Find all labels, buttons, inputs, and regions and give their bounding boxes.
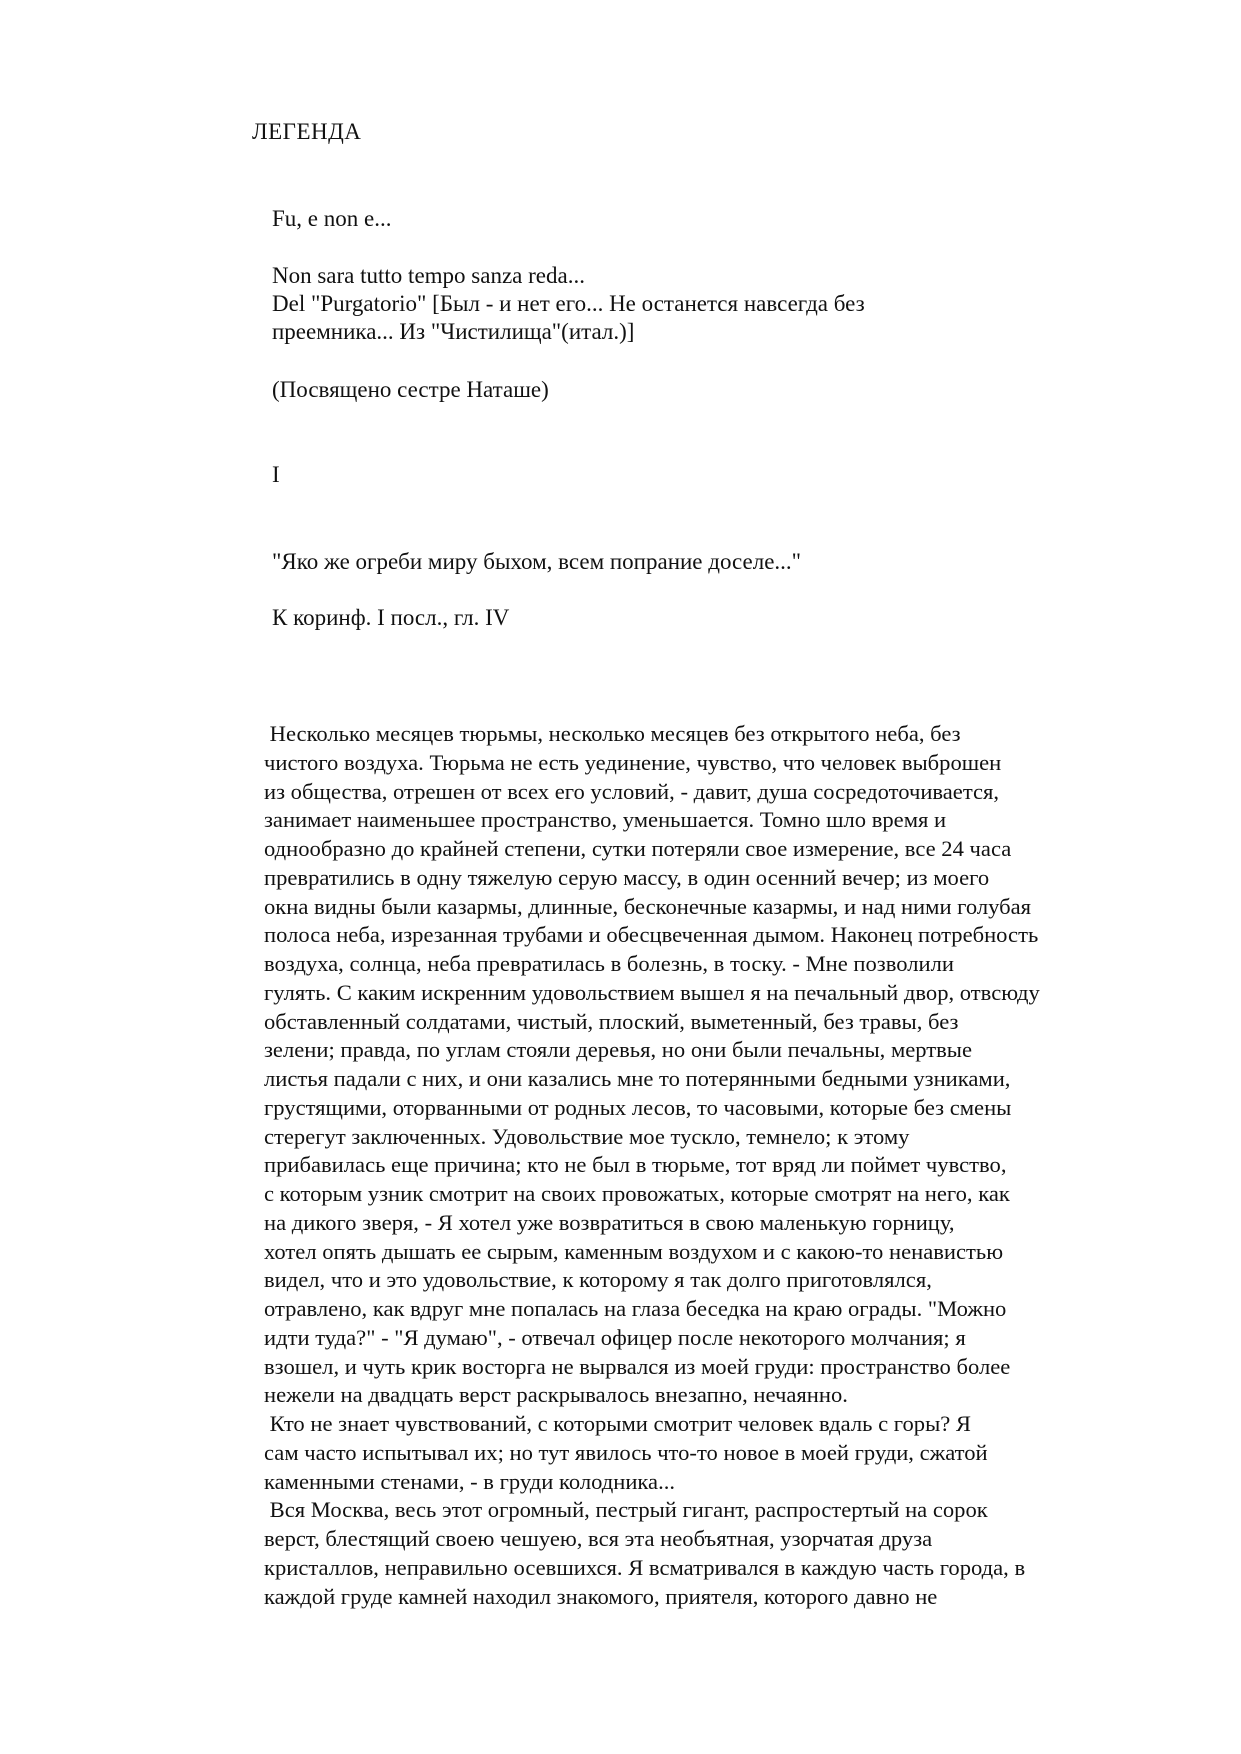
document-title: ЛЕГЕНДА [252, 119, 362, 144]
body-line: чистого воздуха. Тюрьма не есть уединение, чувство, что человек выброшен [264, 749, 1002, 775]
body-line: на дикого зверя, - Я хотел уже возвратиться в свою маленькую горницу, [264, 1209, 955, 1235]
body-line: с которым узник смотрит на своих провожатых, которые смотрят на него, как [264, 1181, 1010, 1206]
body-line: прибавилась еще причина; кто не был в тюрьме, тот вряд ли поймет чувство, [264, 1152, 1007, 1178]
body-line: отравлено, как вдруг мне попалась на глаза беседка на краю ограды. "Можно [264, 1296, 1007, 1321]
chapter-quote-source: К коринф. I посл., гл. IV [272, 605, 510, 630]
body-line: гулять. С каким искренним удовольствием вышел я на печальный двор, отвсюду [264, 979, 1040, 1005]
body-line: сам часто испытывал их; но тут явилось что-то новое в моей груди, сжатой [264, 1439, 988, 1465]
epigraph-line: Del "Purgatorio" [Был - и нет его... Не останется навсегда без [272, 291, 865, 316]
body-line: листья падали с них, и они казались мне то потерянными бедными узниками, [264, 1066, 1011, 1091]
body-line: верст, блестящий своею чешуею, вся эта необъятная, узорчатая друза [264, 1526, 933, 1551]
body-line: нежели на двадцать верст раскрывалось внезапно, нечаянно. [264, 1382, 848, 1408]
epigraph-line: Fu, e non e... [272, 206, 392, 231]
body-line: хотел опять дышать ее сырым, каменным воздухом и с какою-то ненавистью [264, 1238, 1004, 1264]
body-line: превратились в одну тяжелую серую массу, в один осенний вечер; из моего [264, 864, 990, 890]
body-line: окна видны были казармы, длинные, бесконечные казармы, и над ними голубая [264, 893, 1032, 919]
body-line: однообразно до крайней степени, сутки потеряли свое измерение, все 24 часа [264, 836, 1012, 861]
body-line: Несколько месяцев тюрьмы, несколько месяцев без открытого неба, без [264, 721, 961, 746]
body-line: каждой груде камней находил знакомого, приятеля, которого давно не [264, 1583, 938, 1609]
body-line: кристаллов, неправильно осевшихся. Я всматривался в каждую часть города, в [264, 1554, 1026, 1580]
epigraph-line: Non sara tutto tempo sanza reda... [272, 263, 585, 288]
body-line: видел, что и это удовольствие, к которому я так долго приготовлялся, [264, 1267, 932, 1293]
body-line: из общества, отрешен от всех его условий, - давит, душа сосредоточивается, [264, 778, 1000, 804]
body-line: занимает наименьшее пространство, уменьшается. Томно шло время и [264, 807, 947, 833]
body-line: Вся Москва, весь этот огромный, пестрый гигант, распростертый на сорок [264, 1497, 988, 1523]
body-line: воздуха, солнца, неба превратилась в болезнь, в тоску. - Мне позволили [264, 951, 954, 976]
body-line: взошел, и чуть крик восторга не вырвался из моей груди: пространство более [264, 1353, 1011, 1379]
body-line: обставленный солдатами, чистый, плоский, выметенный, без травы, без [264, 1008, 959, 1034]
body-line: грустящими, оторванными от родных лесов, то часовыми, которые без смены [264, 1094, 1012, 1120]
chapter-quote: "Яко же огреби миру быхом, всем попрание доселе..." [272, 549, 802, 574]
body-line: зелени; правда, по углам стояли деревья, но они были печальны, мертвые [264, 1037, 973, 1063]
chapter-number: I [272, 462, 280, 487]
body-line: полоса неба, изрезанная трубами и обесцвеченная дымом. Наконец потребность [264, 922, 1039, 948]
body-line: идти туда?" - "Я думаю", - отвечал офицер после некоторого молчания; я [264, 1324, 966, 1350]
body-line: стерегут заключенных. Удовольствие мое тускло, темнело; к этому [264, 1123, 910, 1149]
body-line: Кто не знает чувствований, с которыми смотрит человек вдаль с горы? Я [264, 1411, 972, 1436]
body-line: каменными стенами, - в груди колодника... [264, 1468, 676, 1494]
dedication: (Посвящено сестре Наташе) [272, 377, 549, 402]
epigraph-line: преемника... Из "Чистилища"(итал.)] [272, 319, 635, 344]
